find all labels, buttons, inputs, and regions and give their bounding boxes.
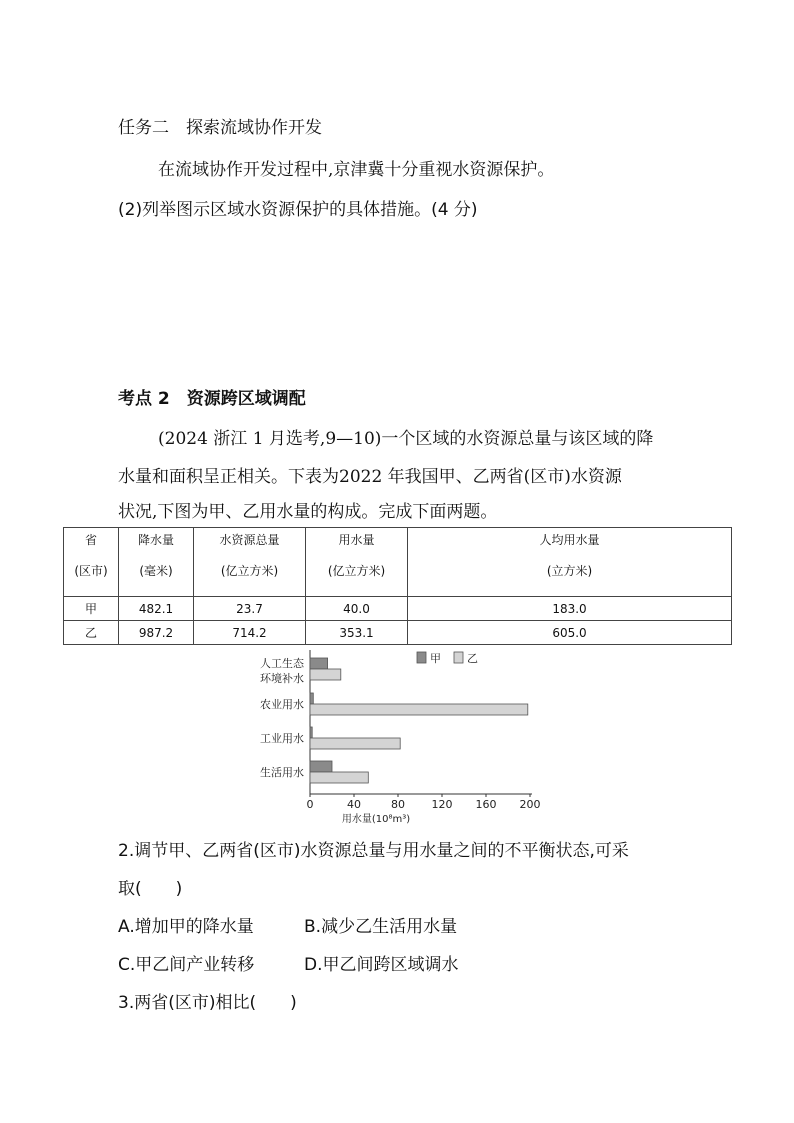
option-c: C.甲乙间产业转移 bbox=[118, 955, 255, 975]
x-tick-label: 200 bbox=[519, 798, 541, 811]
intro-line-1: (2024 浙江 1 月选考,9—10)一个区域的水资源总量与该区域的降 bbox=[158, 429, 654, 449]
table-cell: 23.7 bbox=[194, 597, 306, 621]
category-label: 人工生态 bbox=[260, 657, 304, 670]
water-resource-table bbox=[63, 527, 732, 645]
x-tick-label: 120 bbox=[431, 798, 453, 811]
intro-line-2: 水量和面积呈正相关。下表为2022 年我国甲、乙两省(区市)水资源 bbox=[118, 467, 622, 487]
bar-乙 bbox=[310, 669, 341, 680]
table-header-cell: 降水量 (毫米) bbox=[119, 528, 194, 597]
table-cell: 183.0 bbox=[408, 597, 732, 621]
option-d: D.甲乙间跨区域调水 bbox=[304, 955, 459, 975]
table-cell: 605.0 bbox=[408, 621, 732, 645]
task-heading: 任务二 探索流域协作开发 bbox=[118, 118, 322, 138]
table-header-cell: 用水量 (亿立方米) bbox=[306, 528, 408, 597]
legend-label: 乙 bbox=[467, 652, 478, 665]
question-3-line-1: 3.两省(区市)相比( ) bbox=[118, 993, 297, 1013]
category-label: 环境补水 bbox=[260, 672, 304, 685]
x-tick-label: 160 bbox=[475, 798, 497, 811]
table-cell: 714.2 bbox=[194, 621, 306, 645]
bar-甲 bbox=[310, 727, 312, 738]
task-paragraph: 在流域协作开发过程中,京津冀十分重视水资源保护。 bbox=[158, 160, 555, 180]
table-cell: 甲 bbox=[64, 597, 119, 621]
option-b: B.减少乙生活用水量 bbox=[304, 917, 458, 937]
section-heading: 考点 2 资源跨区域调配 bbox=[118, 389, 306, 409]
question-2-subpart: (2)列举图示区域水资源保护的具体措施。(4 分) bbox=[118, 200, 478, 220]
category-label: 工业用水 bbox=[260, 732, 304, 745]
legend-swatch-甲 bbox=[417, 652, 426, 663]
x-tick-label: 40 bbox=[347, 798, 361, 811]
table-cell: 40.0 bbox=[306, 597, 408, 621]
table-cell: 353.1 bbox=[306, 621, 408, 645]
bar-乙 bbox=[310, 738, 400, 749]
table-cell: 987.2 bbox=[119, 621, 194, 645]
water-use-bar-chart bbox=[240, 648, 560, 826]
bar-乙 bbox=[310, 704, 528, 715]
x-tick-label: 0 bbox=[306, 798, 314, 811]
table-cell: 482.1 bbox=[119, 597, 194, 621]
bar-甲 bbox=[310, 761, 332, 772]
x-axis-label: 用水量(10⁸m³) bbox=[341, 814, 411, 825]
legend-swatch-乙 bbox=[454, 652, 463, 663]
table-row bbox=[64, 597, 732, 621]
table-header-cell: 人均用水量 (立方米) bbox=[408, 528, 732, 597]
category-label: 农业用水 bbox=[260, 698, 304, 711]
question-2-line-2: 取( ) bbox=[118, 879, 183, 899]
legend-label: 甲 bbox=[430, 652, 441, 665]
bar-甲 bbox=[310, 693, 313, 704]
table-header-row bbox=[64, 528, 732, 597]
table-row bbox=[64, 621, 732, 645]
category-label: 生活用水 bbox=[260, 766, 304, 779]
bar-乙 bbox=[310, 772, 368, 783]
table-header-cell: 水资源总量 (亿立方米) bbox=[194, 528, 306, 597]
table-header-cell: 省 (区市) bbox=[64, 528, 119, 597]
question-2-line-1: 2.调节甲、乙两省(区市)水资源总量与用水量之间的不平衡状态,可采 bbox=[118, 841, 629, 861]
bar-甲 bbox=[310, 658, 328, 669]
x-tick-label: 80 bbox=[391, 798, 405, 811]
option-a: A.增加甲的降水量 bbox=[118, 917, 254, 937]
intro-line-3: 状况,下图为甲、乙用水量的构成。完成下面两题。 bbox=[118, 502, 498, 522]
table-cell: 乙 bbox=[64, 621, 119, 645]
